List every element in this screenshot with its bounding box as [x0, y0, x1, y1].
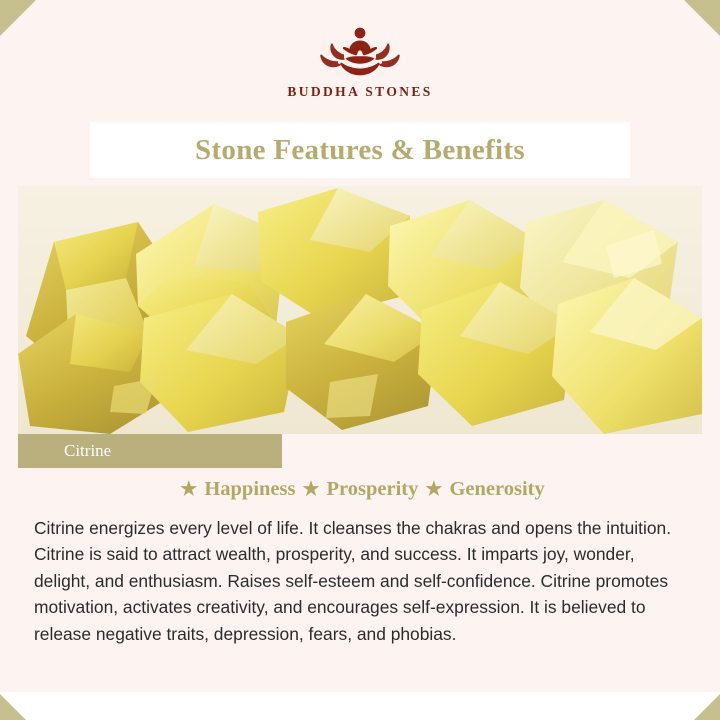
- stone-name-bar: [18, 434, 702, 468]
- corner-decoration-top-right: [684, 0, 720, 36]
- bottom-decoration-strip: [0, 692, 720, 720]
- stone-photo: [18, 186, 702, 434]
- page-title: Stone Features & Benefits: [195, 133, 525, 166]
- citrine-crystal-illustration: [18, 186, 702, 434]
- lotus-meditation-figure-icon: [300, 16, 420, 80]
- stone-name: Citrine: [64, 441, 112, 460]
- star-icon: ★: [180, 479, 198, 500]
- corner-decoration-bottom-right: [694, 694, 720, 720]
- keyword-happiness: Happiness: [204, 478, 296, 500]
- corner-decoration-top-left: [0, 0, 36, 36]
- star-icon: ★: [425, 479, 443, 500]
- title-band: [0, 122, 720, 178]
- keyword-generosity: Generosity: [449, 478, 545, 500]
- star-icon: ★: [302, 479, 320, 500]
- brand-name: BUDDHA STONES: [287, 84, 433, 99]
- corner-decoration-bottom-left: [0, 694, 26, 720]
- keyword-list: [18, 478, 702, 501]
- brand-header: [0, 0, 720, 118]
- keyword-prosperity: Prosperity: [326, 478, 419, 500]
- stone-description: Citrine energizes every level of life. It cleanses the chakras and opens the intuition. Citrine is said to attract wealth, prosperity, and success. It imparts joy, wonder, delight, and enthusiasm. Raises self-esteem and self-confidence. Citrine promotes motivation, activates creativity, and encourages self-expression. It is believed to release negative traits, depression, fears, and phobias.: [34, 518, 672, 644]
- brand-logo: [287, 16, 432, 100]
